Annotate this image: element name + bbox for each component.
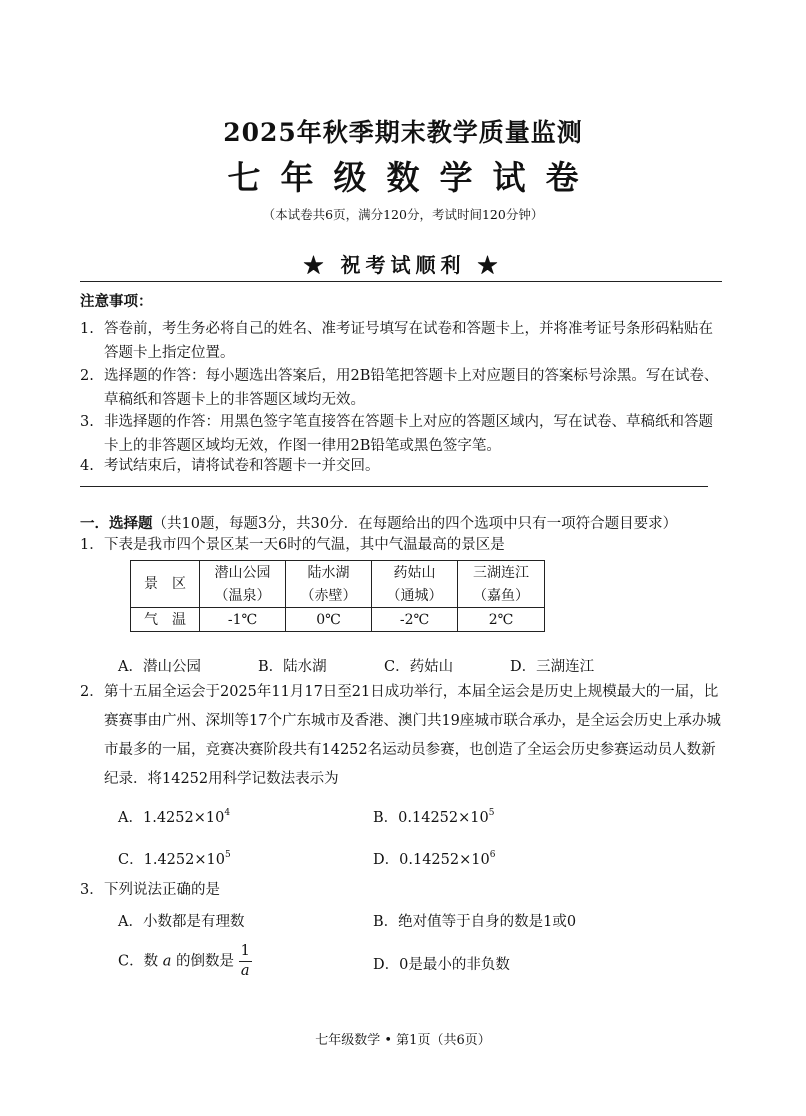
note-text: 答卷前，考生务必将自己的姓名、准考证号填写在试卷和答题卡上，并将准考证号条形码粘贴在答题卡上指定位置。 <box>104 321 713 361</box>
option-b: B．陆水湖 <box>258 659 327 675</box>
option-text: 的倒数是 <box>175 953 234 970</box>
variable: a <box>162 953 172 970</box>
note-number: 1. <box>80 321 94 337</box>
option-d: D．三湖连江 <box>510 659 595 675</box>
section-heading <box>80 512 677 533</box>
question-text <box>104 876 725 905</box>
note-number: 3. <box>80 414 94 430</box>
option-label: A． <box>118 810 143 826</box>
table-cell: 0℃ <box>286 608 372 632</box>
note-item <box>80 410 725 458</box>
note-item <box>80 317 725 365</box>
option-base: 1.4252×10 <box>142 810 225 826</box>
note-text: 非选择题的作答：用黑色签字笔直接答在答题卡上对应的答题区域内，写在试卷、草稿纸和答题卡上的非答题区域均无效，作图一律用2B铅笔或黑色签字笔。 <box>104 414 713 454</box>
option-d: D．0是最小的非负数 <box>373 957 510 973</box>
option-d <box>373 848 495 869</box>
option-text: C．数 <box>118 953 159 970</box>
divider-bottom <box>80 486 708 487</box>
option-label: D． <box>373 852 400 868</box>
fraction <box>239 942 252 981</box>
note-number: 2. <box>80 368 94 384</box>
option-b <box>373 806 494 827</box>
table-cell: （嘉鱼） <box>458 584 545 608</box>
option-b: B．绝对值等于自身的数是1或0 <box>373 914 577 930</box>
question-text-part: 下列说法 <box>104 882 162 898</box>
table-row <box>131 608 545 632</box>
option-a: A．潜山公园 <box>118 659 201 675</box>
emphasis-char: 确 <box>176 882 191 898</box>
table-cell: 潜山公园 <box>200 561 286 585</box>
table-cell: （温泉） <box>200 584 286 608</box>
question-number: 1． <box>80 537 104 553</box>
table-cell: -1℃ <box>200 608 286 632</box>
temperature-table <box>130 560 545 632</box>
exam-title-line1: 2025年秋季期末教学质量监测 <box>223 118 583 147</box>
notes-heading: 注意事项： <box>80 293 153 310</box>
option-c: C．药姑山 <box>384 659 454 675</box>
section-label: 一．选择题 <box>80 515 153 532</box>
question-number: 2． <box>80 684 104 700</box>
page-footer: 七年级数学 • 第1页（共6页） <box>315 1033 491 1048</box>
table-cell: 陆水湖 <box>286 561 372 585</box>
option-label: B． <box>373 810 399 826</box>
divider-top <box>80 281 722 282</box>
table-cell: （赤壁） <box>286 584 372 608</box>
option-c <box>118 942 252 981</box>
option-c <box>118 848 231 869</box>
table-row <box>131 561 545 585</box>
table-cell: 三湖连江 <box>458 561 545 585</box>
blessing: ★ 祝考试顺利 ★ <box>303 253 503 277</box>
fraction-numerator: 1 <box>239 942 252 962</box>
exam-info: （本试卷共6页，满分120分，考试时间120分钟） <box>262 207 544 222</box>
option-base: 0.14252×10 <box>398 810 489 826</box>
option-exponent: 5 <box>488 808 495 818</box>
note-text: 考试结束后，请将试卷和答题卡一并交回。 <box>104 458 380 474</box>
question-3 <box>80 876 725 905</box>
note-item <box>80 454 725 478</box>
section-desc: （共10题，每题3分，共30分．在每题给出的四个选项中只有一项符合题目要求） <box>152 516 678 532</box>
table-cell: -2℃ <box>372 608 458 632</box>
question-1 <box>80 531 725 560</box>
question-text: 下表是我市四个景区某一天6时的气温，其中气温最高的景区是 <box>104 537 505 553</box>
note-item <box>80 364 725 412</box>
option-a <box>118 806 230 827</box>
table-cell: 2℃ <box>458 608 545 632</box>
fraction-denominator: a <box>240 963 250 979</box>
table-cell: 药姑山 <box>372 561 458 585</box>
option-base: 1.4252×10 <box>143 852 225 868</box>
question-2 <box>80 678 725 794</box>
question-number: 3． <box>80 882 104 898</box>
option-a: A．小数都是有理数 <box>118 914 245 930</box>
note-text: 选择题的作答：每小题选出答案后，用2B铅笔把答题卡上对应题目的答案标号涂黑。写在试卷、草稿纸和答题卡上的非答题区域均无效。 <box>104 368 719 408</box>
table-cell: 气 温 <box>131 608 200 632</box>
table-cell: 景 区 <box>131 561 200 608</box>
question-text: 第十五届全运会于2025年11月17日至21日成功举行，本届全运会是历史上规模最大的一届，比赛赛事由广州、深圳等17个广东城市及香港、澳门共19座城市联合承办，是全运会历史上承办城市最多的一届，竞赛决赛阶段共有14252名运动员参赛，也创造了全运会历史参赛运动员人数新纪录．将14252用科学记数法表示为 <box>104 684 721 787</box>
question-text-part: 的是 <box>191 882 220 898</box>
option-label: C． <box>118 852 144 868</box>
exam-title-line2: 七年级数学试卷 <box>227 158 599 197</box>
option-exponent: 4 <box>224 808 231 818</box>
note-number: 4. <box>80 458 94 474</box>
emphasis-char: 正 <box>162 882 177 898</box>
option-exponent: 5 <box>224 850 231 860</box>
option-exponent: 6 <box>489 850 496 860</box>
option-base: 0.14252×10 <box>399 852 490 868</box>
table-cell: （通城） <box>372 584 458 608</box>
